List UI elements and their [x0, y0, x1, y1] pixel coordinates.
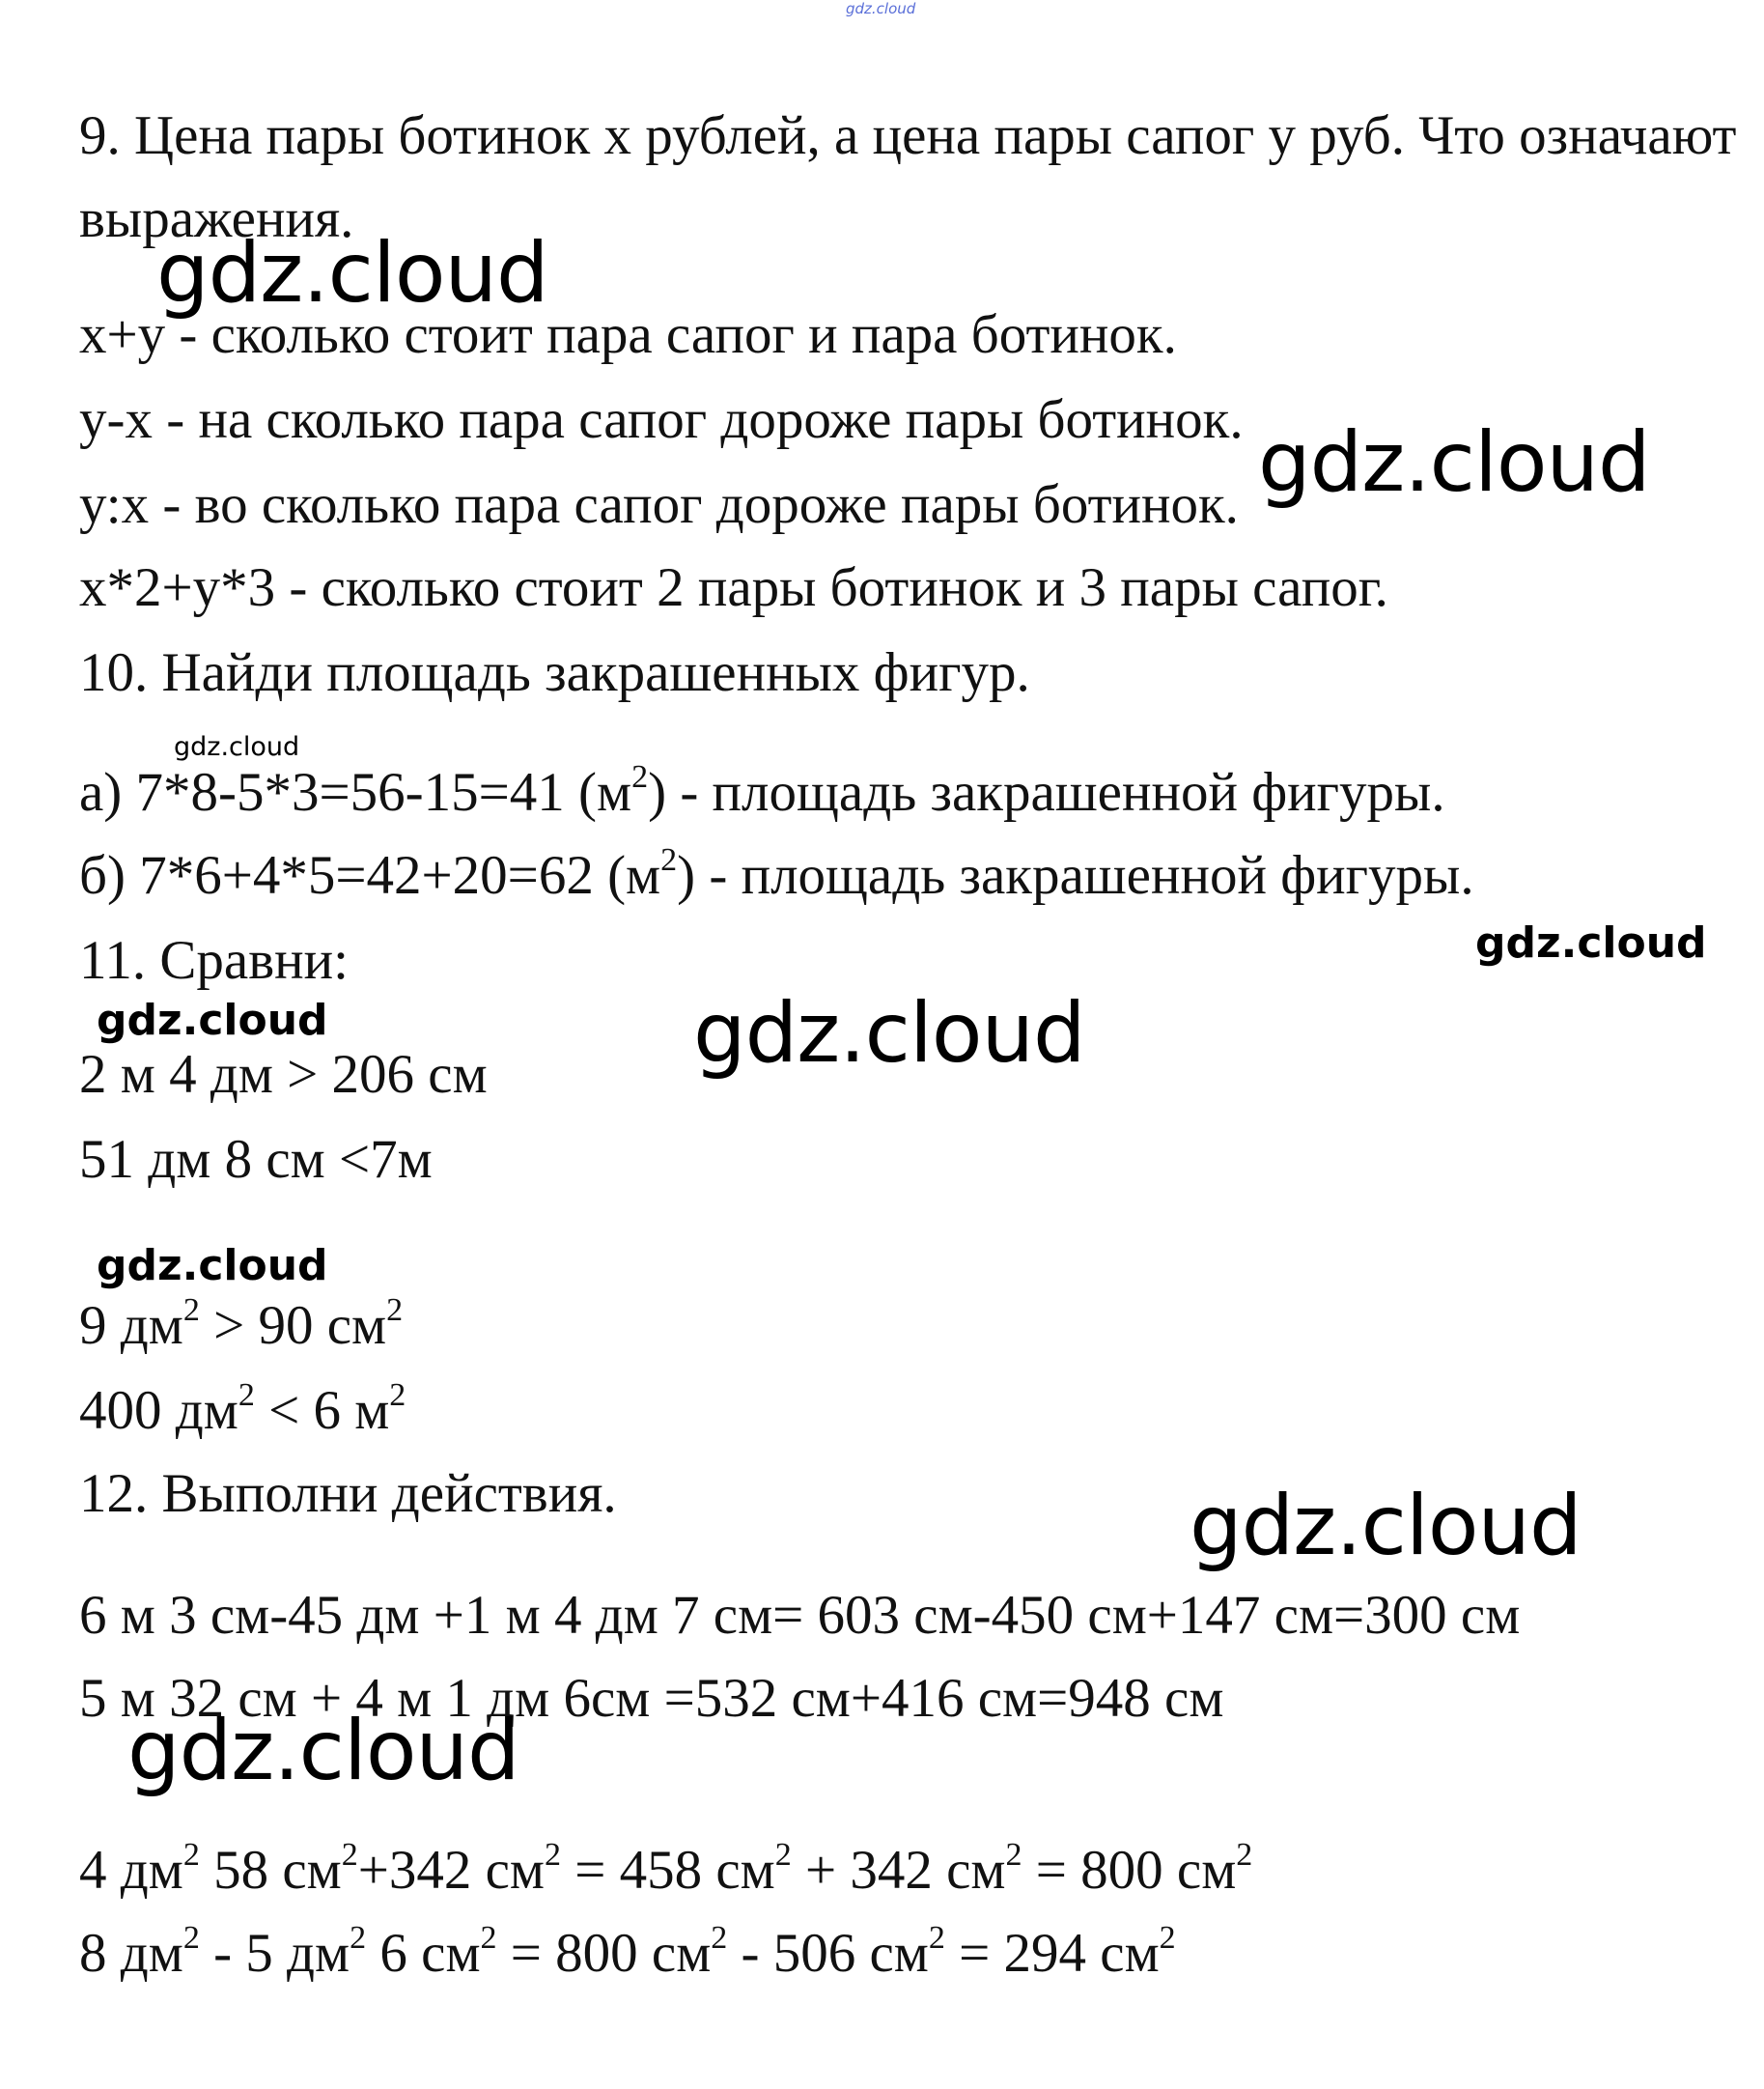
- header-watermark: gdz.cloud: [846, 0, 916, 17]
- watermark: gdz.cloud: [97, 1241, 328, 1290]
- task10-answer-a: а) 7*8-5*3=56-15=41 $(м^2)$ - площадь закрашенной фигуры.: [79, 759, 1445, 823]
- task9-title-line1: 9. Цена пары ботинок х рублей, а цена пары сапог у руб. Что означают: [79, 105, 1737, 166]
- task9-title-line2: выражения.: [79, 188, 354, 249]
- task11-compare-1: 2 м 4 дм > 206 см: [79, 1044, 488, 1105]
- task9-answer-2: у-х - на сколько пара сапог дороже пары ботинок.: [79, 389, 1244, 450]
- task12-title: 12. Выполни действия.: [79, 1463, 617, 1524]
- watermark: gdz.cloud: [156, 225, 548, 322]
- watermark: gdz.cloud: [174, 732, 300, 762]
- task9-answer-3: у:х - во сколько пара сапог дороже пары ботинок.: [79, 474, 1239, 535]
- task12-expression-1: 6 м 3 см-45 дм +1 м 4 дм 7 см= 603 см-450 см+147 см=300 см: [79, 1585, 1521, 1646]
- task12-expression-3: 4 $дм^2$ 58 $см^2+342$ $см^2 = 458$ $см^2 + 342$ $см^2 = 800$ $см^2$: [79, 1837, 1253, 1901]
- watermark: gdz.cloud: [97, 996, 328, 1045]
- watermark: gdz.cloud: [693, 985, 1085, 1082]
- watermark: gdz.cloud: [127, 1703, 519, 1799]
- task11-compare-3: 9 $дм^2 > 90$ $см^2$: [79, 1292, 404, 1356]
- task11-title: 11. Сравни:: [79, 930, 349, 991]
- watermark: gdz.cloud: [1258, 414, 1650, 511]
- task9-answer-1: х+у - сколько стоит пара сапог и пара ботинок.: [79, 304, 1177, 365]
- watermark: gdz.cloud: [1475, 918, 1707, 968]
- task11-compare-2: 51 дм 8 см <7м: [79, 1129, 433, 1190]
- task12-expression-4: 8 $дм^2 - 5$ $дм^2$ 6 $см^2 = 800$ $см^2 - 506$ $см^2 = 294$ $см^2$: [79, 1920, 1176, 1984]
- task9-answer-4: х*2+у*3 - сколько стоит 2 пары ботинок и 3 пары сапог.: [79, 557, 1388, 618]
- task12-expression-2: 5 м 32 см + 4 м 1 дм 6см =532 см+416 см=948 см: [79, 1668, 1224, 1729]
- task10-answer-b: б) 7*6+4*5=42+20=62 $(м^2)$ - площадь закрашенной фигуры.: [79, 842, 1474, 906]
- task11-compare-4: 400 $дм^2 < 6$ $м^2$: [79, 1377, 406, 1441]
- watermark: gdz.cloud: [1190, 1478, 1582, 1574]
- task10-title: 10. Найди площадь закрашенных фигур.: [79, 642, 1030, 703]
